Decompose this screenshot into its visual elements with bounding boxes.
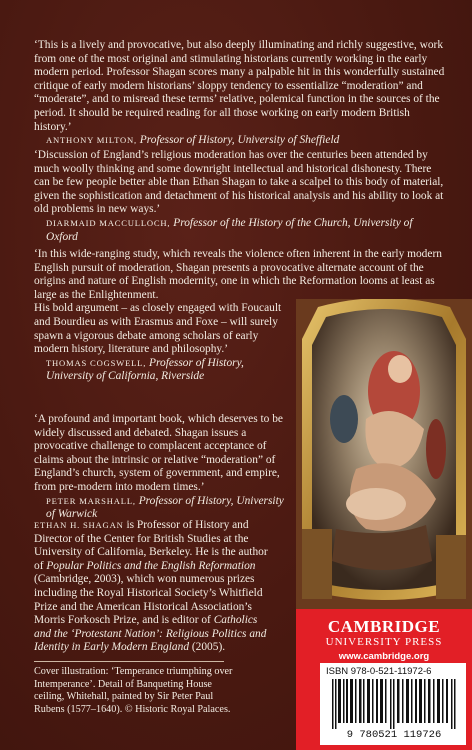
reviewer-title: Professor of History, University of California, Riverside xyxy=(46,356,244,383)
quote-attribution xyxy=(34,217,446,244)
reviewer-title: Professor of the History of the Church, University of Oxford xyxy=(46,216,413,243)
review-quote-milton xyxy=(34,39,446,148)
book-title: Popular Politics and the English Reformation xyxy=(46,559,256,572)
barcode-image xyxy=(332,679,456,729)
barcode-number: 9 780521 119726 xyxy=(346,729,442,741)
quote-text: ‘This is a lively and provocative, but also deeply illuminating and richly suggestive, work from one of the most original and stimulating historians currently working in the early modern period. Professor Shagan scores many a palpable hit in this wonderfully sustained critique of early modern historians’ sloppy tendency to essentialize “moderation” and “moderate”, and to misread these terms’ relative, polemical function in the sources of the period. It should be required reading for all those working on early modern British history.’ xyxy=(34,39,445,133)
quote-attribution xyxy=(34,357,289,384)
isbn-label: ISBN 978-0-521-11972-6 xyxy=(326,666,432,677)
reviewer-name: DIARMAID MACCULLOCH, xyxy=(46,217,171,228)
cover-illustration-credit: Cover illustration: ‘Temperance triumphing over Intemperance’. Detail of Banqueting House ceiling, Whitehall, painted by Sir Peter Paul Rubens (1577–1640). © Historic Royal Palaces. xyxy=(34,666,233,715)
reviewer-name: PETER MARSHALL, xyxy=(46,495,136,506)
divider xyxy=(34,661,224,662)
publisher-name: CAMBRIDGE xyxy=(327,617,441,636)
quote-text-wide: ‘In this wide-ranging study, which reveals the violence often inherent in the early modern English pursuit of moderation, Shagan presents a provocative alternate account of the origins and nature of English modernity, one in which the Reformation looms at least as large as the Enlightenment. xyxy=(34,248,442,301)
cover-painting-image xyxy=(296,299,472,609)
review-quote-macculloch xyxy=(34,149,446,244)
quote-attribution xyxy=(34,134,446,148)
reviewer-name: ANTHONY MILTON, xyxy=(46,135,137,146)
quote-attribution xyxy=(34,495,294,522)
review-quote-marshall xyxy=(34,413,294,522)
quote-text-narrow: His bold argument – as closely engaged with Foucault and Bourdieu as with Erasmus and Foxe – will surely spawn a vigorous debate among scholars of early modern history, literature and philosophy.’ THOMAS COGSWELL, Professor of History, University of California, Riverside xyxy=(34,302,289,384)
reviewer-title: Professor of History, University of Sheffield xyxy=(139,134,340,147)
quote-text: ‘A profound and important book, which deserves to be widely discussed and debated. Shagan issues a provocative challenge to complacent acceptance of claims about the intrinsic or relative “moderation” of England’s church, system of government, and empire, from pre-modern into modern times.’ xyxy=(34,413,283,493)
author-bio: ETHAN H. SHAGAN is Professor of History and Director of the Center for British Studies at the University of California, Berkeley. He is the author of Popular Politics and the English Reformation (Cambridge, 2003), which won numerous prizes including the Royal Historical Society’s Whitfield Prize and the American Historical Association’s Morris Forkosch Prize, and is editor of Catholics and the ‘Protestant Nation’: Religious Politics and Identity in Early Modern England (2005). xyxy=(34,519,268,654)
publisher-subtitle: UNIVERSITY PRESS xyxy=(325,636,443,648)
barcode-panel xyxy=(320,663,466,745)
reviewer-name: THOMAS COGSWELL, xyxy=(46,357,147,368)
book-title: Catholics and the ‘Protestant Nation’: Religious Politics and Identity in Early Modern England xyxy=(34,614,267,654)
reviewer-title: Professor of History, University of Warwick xyxy=(46,494,284,521)
publisher-url: www.cambridge.org xyxy=(338,651,430,662)
quote-text: ‘Discussion of England’s religious moderation has over the centuries been attended by much woolly thinking and some downright intellectual and historical dishonesty. There can be few people better able than Ethan Shagan to take a scalpel to this body of material, given the sophistication and detachment of his historical analysis and his ability to look at old problems in new ways.’ xyxy=(34,149,444,216)
author-name: ETHAN H. SHAGAN xyxy=(34,520,124,530)
